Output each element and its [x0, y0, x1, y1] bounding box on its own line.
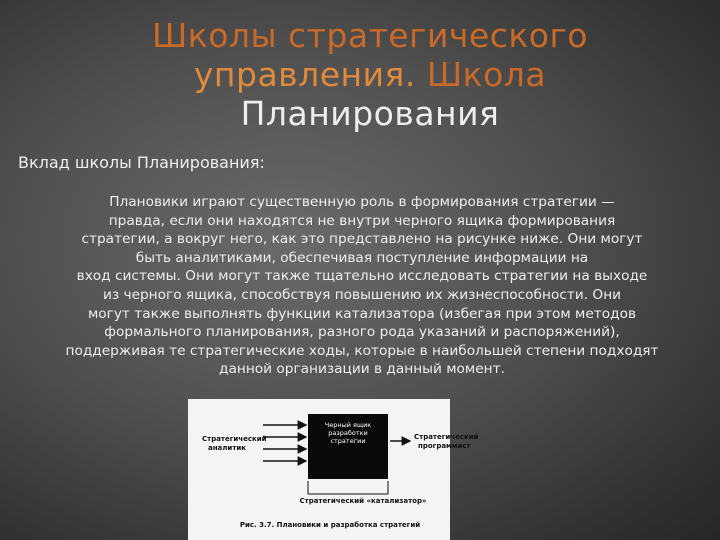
slide-subtitle: Вклад школы Планирования:	[18, 153, 265, 172]
figure-caption: Рис. 3.7. Плановики и разработка стратегий	[239, 521, 421, 529]
left-label-line-1: Стратегический	[202, 435, 267, 443]
catalyst-label: Стратегический «катализатор»	[299, 497, 427, 505]
body-text	[22, 193, 702, 379]
planning-diagram	[188, 399, 479, 540]
title-line-2-b: Школа	[426, 55, 547, 94]
title-line-1: Школы стратегического	[152, 16, 588, 55]
body-line: из черного ящика, способствуя повышению их жизнеспособности. Они	[102, 286, 622, 303]
body-line: вход системы. Они могут также тщательно исследовать стратегии на выходе	[76, 268, 648, 285]
body-line: могут также выполнять функции катализатора (избегая при этом методов	[87, 305, 637, 322]
body-line: правда, если они находятся не внутри черного ящика формирования	[108, 212, 616, 229]
slide-title	[150, 16, 590, 133]
left-label-line-2: аналитик	[208, 444, 247, 452]
box-line-2: разработки	[328, 429, 368, 437]
body-line: стратегии, а вокруг него, как это представлено на рисунке ниже. Они могут	[81, 231, 643, 248]
right-label-line-2: программист	[418, 442, 471, 450]
title-line-3: Планирования	[240, 94, 500, 133]
box-line-3: стратегии	[330, 437, 366, 445]
body-line: Плановики играют существенную роль в формирования стратегии —	[109, 194, 615, 210]
title-line-2	[150, 55, 590, 94]
title-line-2-a: управления.	[193, 55, 427, 94]
body-line: формального планирования, разного рода указаний и распоряжений),	[104, 324, 620, 341]
body-line: быть аналитиками, обеспечивая поступление информации на	[135, 249, 589, 266]
right-label-line-1: Стратегический	[414, 433, 479, 441]
diagram-svg	[188, 399, 479, 540]
box-line-1: Черный ящик	[324, 421, 372, 429]
body-line: данной организации в данный момент.	[219, 361, 505, 378]
body-line: поддерживая те стратегические ходы, которые в наибольшей степени подходят	[65, 342, 659, 359]
